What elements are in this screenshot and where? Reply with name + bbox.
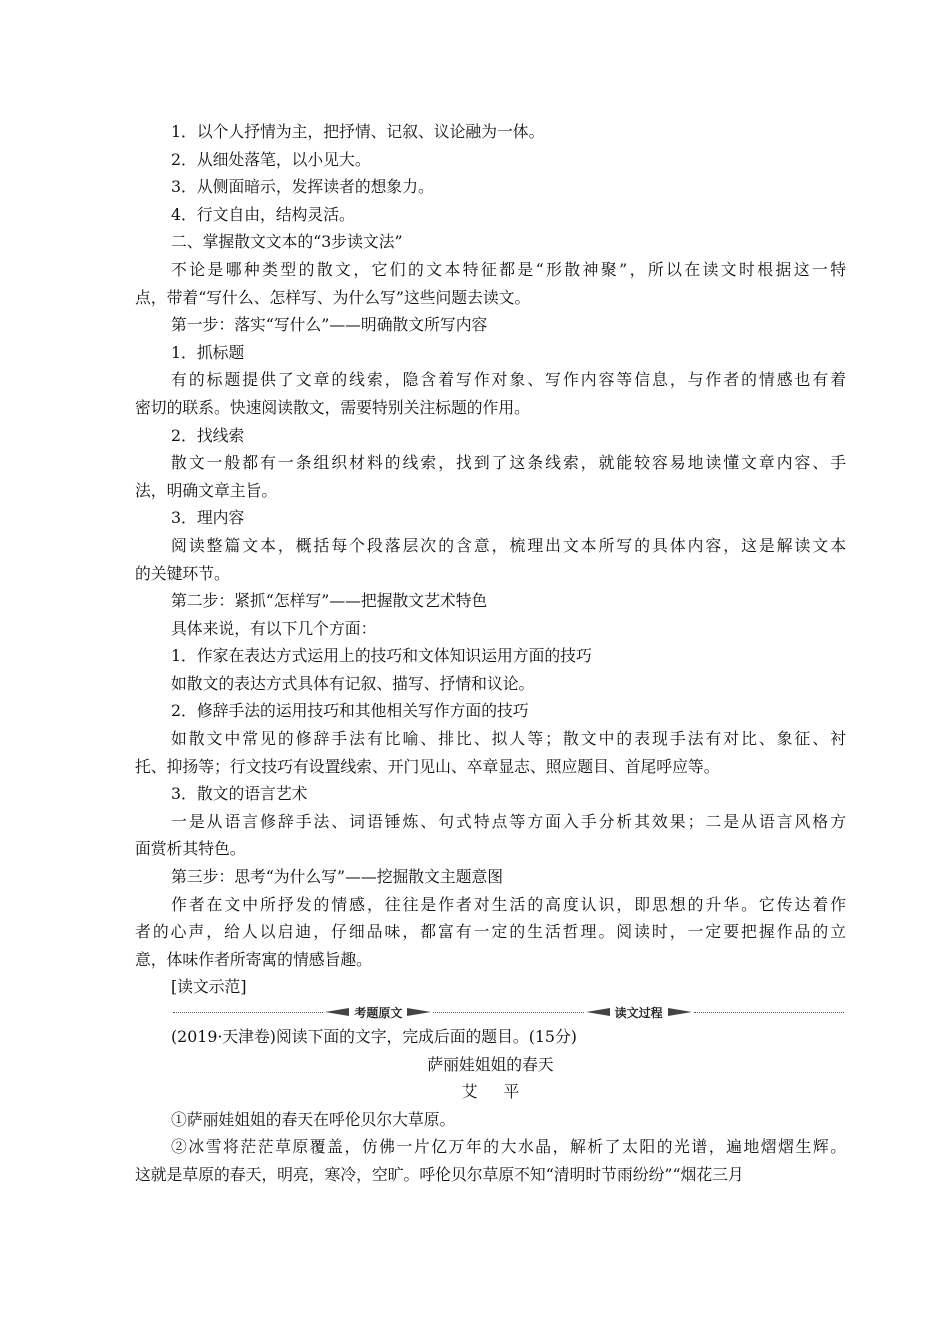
section-label: [读文示范]: [171, 977, 247, 997]
subheading: 3．理内容: [171, 508, 245, 528]
passage-paragraph: 这就是草原的春天，明亮，寒冷，空旷。呼伦贝尔草原不知“清明时节雨纷纷”“烟花三月: [135, 1164, 744, 1184]
passage-paragraph: ①萨丽娃姐姐的春天在呼伦贝尔大草原。: [171, 1109, 456, 1129]
text-line: 4．行文自由，结构灵活。: [171, 204, 355, 224]
text-line: 不论是哪种类型的散文，它们的文本特征都是“形散神聚”，所以在读文时根据这一特: [171, 259, 846, 279]
subheading: 2．修辞手法的运用技巧和其他相关写作方面的技巧: [171, 701, 529, 721]
text-line: 的关键环节。: [135, 563, 230, 583]
text-line: 面赏析其特色。: [135, 839, 246, 859]
text-line: 具体来说，有以下几个方面：: [171, 618, 377, 638]
passage-title: 萨丽娃姐姐的春天: [427, 1054, 554, 1074]
text-line: 3．从侧面暗示，发挥读者的想象力。: [171, 177, 434, 197]
document-page: [135, 118, 846, 1189]
passage-source: (2019·天津卷)阅读下面的文字，完成后面的题目。(15分): [171, 1027, 577, 1046]
dotted-rule: [173, 1012, 323, 1013]
subheading: 2．找线索: [171, 425, 245, 445]
text-line: 作者在文中所抒发的情感，往往是作者对生活的高度认识，即思想的升华。它传达着作: [171, 894, 846, 914]
text-line: 如散文的表达方式具体有记叙、描写、抒情和议论。: [171, 673, 535, 693]
divider-label-original: 考题原文: [354, 1005, 403, 1020]
subheading: 1．抓标题: [171, 342, 245, 362]
arrow-left-icon: [586, 1008, 610, 1016]
text-line: 如散文中常见的修辞手法有比喻、排比、拟人等；散文中的表现手法有对比、象征、衬: [171, 729, 846, 749]
dotted-rule: [433, 1012, 583, 1013]
text-line: 意，体味作者所寄寓的情感旨趣。: [135, 949, 372, 969]
text-line: 有的标题提供了文章的线索，隐含着写作对象、写作内容等信息，与作者的情感也有着: [171, 370, 846, 390]
text-line: 点，带着“写什么、怎样写、为什么写”这些问题去读文。: [135, 287, 531, 307]
text-line: 1．以个人抒情为主，把抒情、记叙、议论融为一体。: [171, 122, 545, 141]
section-heading: 二、掌握散文文本的“3步读文法”: [171, 232, 403, 252]
column-divider: [135, 1001, 846, 1023]
arrow-right-icon: [407, 1008, 431, 1016]
text-line: 法，明确文章主旨。: [135, 480, 278, 500]
dotted-rule: [694, 1012, 844, 1013]
text-line: 密切的联系。快速阅读散文，需要特别关注标题的作用。: [135, 397, 530, 417]
arrow-left-icon: [325, 1008, 349, 1016]
passage-author: 艾平: [461, 1082, 546, 1102]
text-line: 阅读整篇文本，概括每个段落层次的含意，梳理出文本所写的具体内容，这是解读文本: [171, 535, 846, 555]
passage-paragraph: ②冰雪将茫茫草原覆盖，仿佛一片亿万年的大水晶，解析了太阳的光谱，遍地熠熠生辉。: [171, 1137, 846, 1157]
divider-label-process: 读文过程: [614, 1005, 663, 1020]
arrow-right-icon: [668, 1008, 692, 1016]
subheading: 3．散文的语言艺术: [171, 784, 308, 804]
step-heading: 第二步：紧抓“怎样写”——把握散文艺术特色: [171, 591, 488, 611]
step-heading: 第一步：落实“写什么”——明确散文所写内容: [171, 315, 488, 335]
text-line: 托、抑扬等；行文技巧有设置线索、开门见山、卒章显志、照应题目、首尾呼应等。: [135, 756, 720, 776]
text-line: 散文一般都有一条组织材料的线索，找到了这条线索，就能较容易地读懂文章内容、手: [171, 453, 846, 473]
text-line: 者的心声，给人以启迪，仔细品味，都富有一定的生活哲理。阅读时，一定要把握作品的立: [135, 922, 846, 942]
step-heading: 第三步：思考“为什么写”——挖掘散文主题意图: [171, 867, 504, 887]
text-line: 一是从语言修辞手法、词语锤炼、句式特点等方面入手分析其效果；二是从语言风格方: [171, 811, 846, 831]
text-line: 2．从细处落笔，以小见大。: [171, 149, 371, 169]
subheading: 1．作家在表达方式运用上的技巧和文体知识运用方面的技巧: [171, 646, 592, 666]
